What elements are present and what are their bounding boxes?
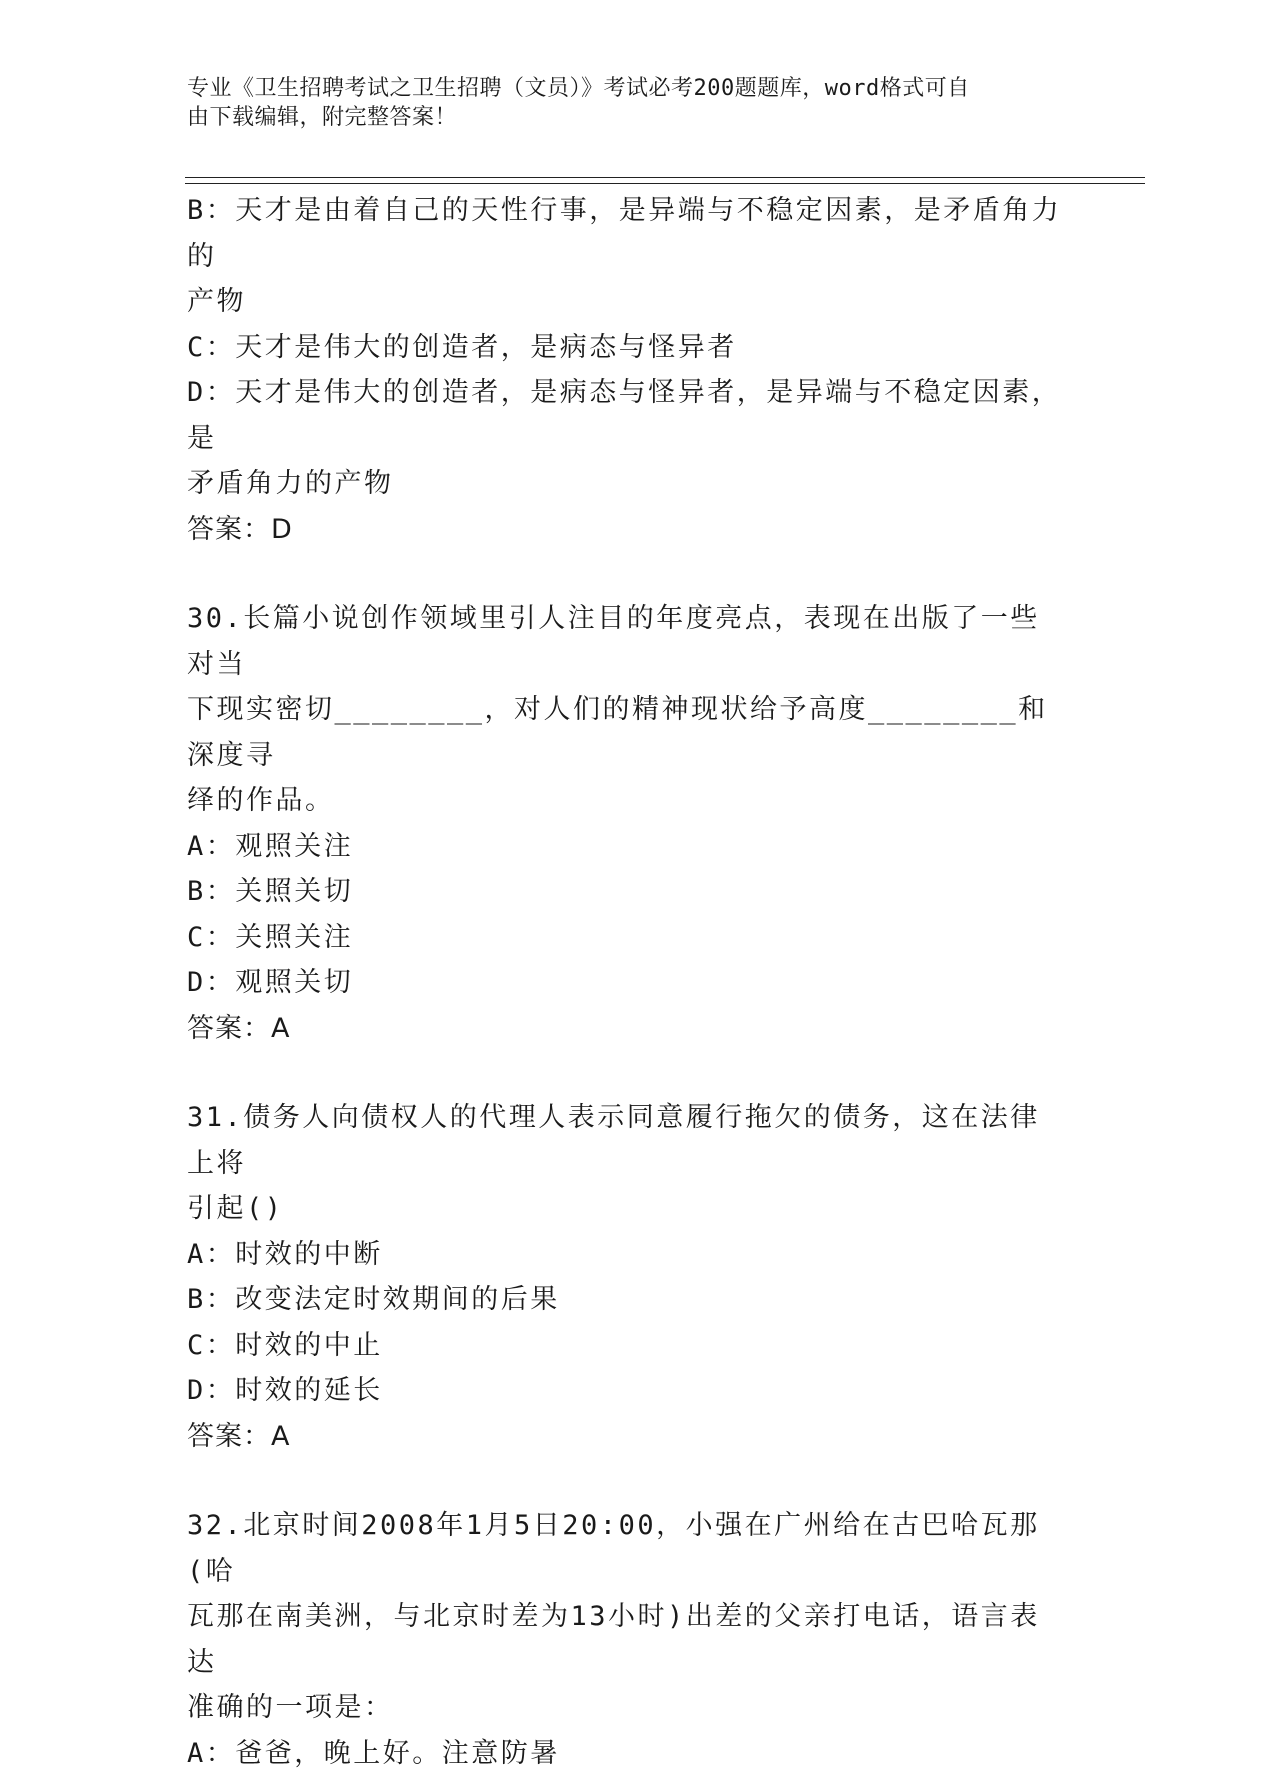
question-29-continued bbox=[187, 188, 1067, 552]
option-d: D：时效的延长 bbox=[187, 1368, 1067, 1414]
question-stem-continued: 绎的作品。 bbox=[187, 778, 1067, 824]
question-stem-continued: 瓦那在南美洲，与北京时差为13小时)出差的父亲打电话，语言表达 bbox=[187, 1594, 1067, 1685]
answer: 答案：D bbox=[187, 507, 1067, 553]
option-c: C：时效的中止 bbox=[187, 1323, 1067, 1369]
option-b-continued: 产物 bbox=[187, 279, 1067, 325]
option-a: A：爸爸，晚上好。注意防暑 bbox=[187, 1731, 1067, 1776]
question-stem-continued: 下现实密切________，对人们的精神现状给予高度________和深度寻 bbox=[187, 687, 1067, 778]
header-rule-bottom bbox=[185, 183, 1145, 184]
option-d: D：天才是伟大的创造者，是病态与怪异者，是异端与不稳定因素，是 bbox=[187, 370, 1067, 461]
question-stem-continued: 引起() bbox=[187, 1186, 1067, 1232]
option-b: B：改变法定时效期间的后果 bbox=[187, 1277, 1067, 1323]
question-stem: 30.长篇小说创作领域里引人注目的年度亮点，表现在出版了一些对当 bbox=[187, 596, 1067, 687]
option-d: D：观照关切 bbox=[187, 960, 1067, 1006]
document-header bbox=[187, 74, 1067, 132]
question-stem-continued: 准确的一项是： bbox=[187, 1685, 1067, 1731]
document-body bbox=[187, 188, 1067, 1776]
question-30 bbox=[187, 596, 1067, 1051]
option-a: A：观照关注 bbox=[187, 824, 1067, 870]
option-c: C：天才是伟大的创造者，是病态与怪异者 bbox=[187, 325, 1067, 371]
option-b: B：天才是由着自己的天性行事，是异端与不稳定因素，是矛盾角力的 bbox=[187, 188, 1067, 279]
question-stem: 32.北京时间2008年1月5日20:00，小强在广州给在古巴哈瓦那(哈 bbox=[187, 1503, 1067, 1594]
option-b: B：关照关切 bbox=[187, 869, 1067, 915]
option-a: A：时效的中断 bbox=[187, 1232, 1067, 1278]
question-31 bbox=[187, 1095, 1067, 1459]
header-title-line-2: 由下载编辑，附完整答案！ bbox=[187, 103, 1067, 132]
answer: 答案：A bbox=[187, 1414, 1067, 1460]
question-32 bbox=[187, 1503, 1067, 1776]
header-title-line-1: 专业《卫生招聘考试之卫生招聘（文员）》考试必考200题题库，word格式可自 bbox=[187, 74, 1067, 103]
option-c: C：关照关注 bbox=[187, 915, 1067, 961]
header-rule-top bbox=[185, 177, 1145, 178]
question-stem: 31.债务人向债权人的代理人表示同意履行拖欠的债务，这在法律上将 bbox=[187, 1095, 1067, 1186]
option-d-continued: 矛盾角力的产物 bbox=[187, 461, 1067, 507]
answer: 答案：A bbox=[187, 1006, 1067, 1052]
